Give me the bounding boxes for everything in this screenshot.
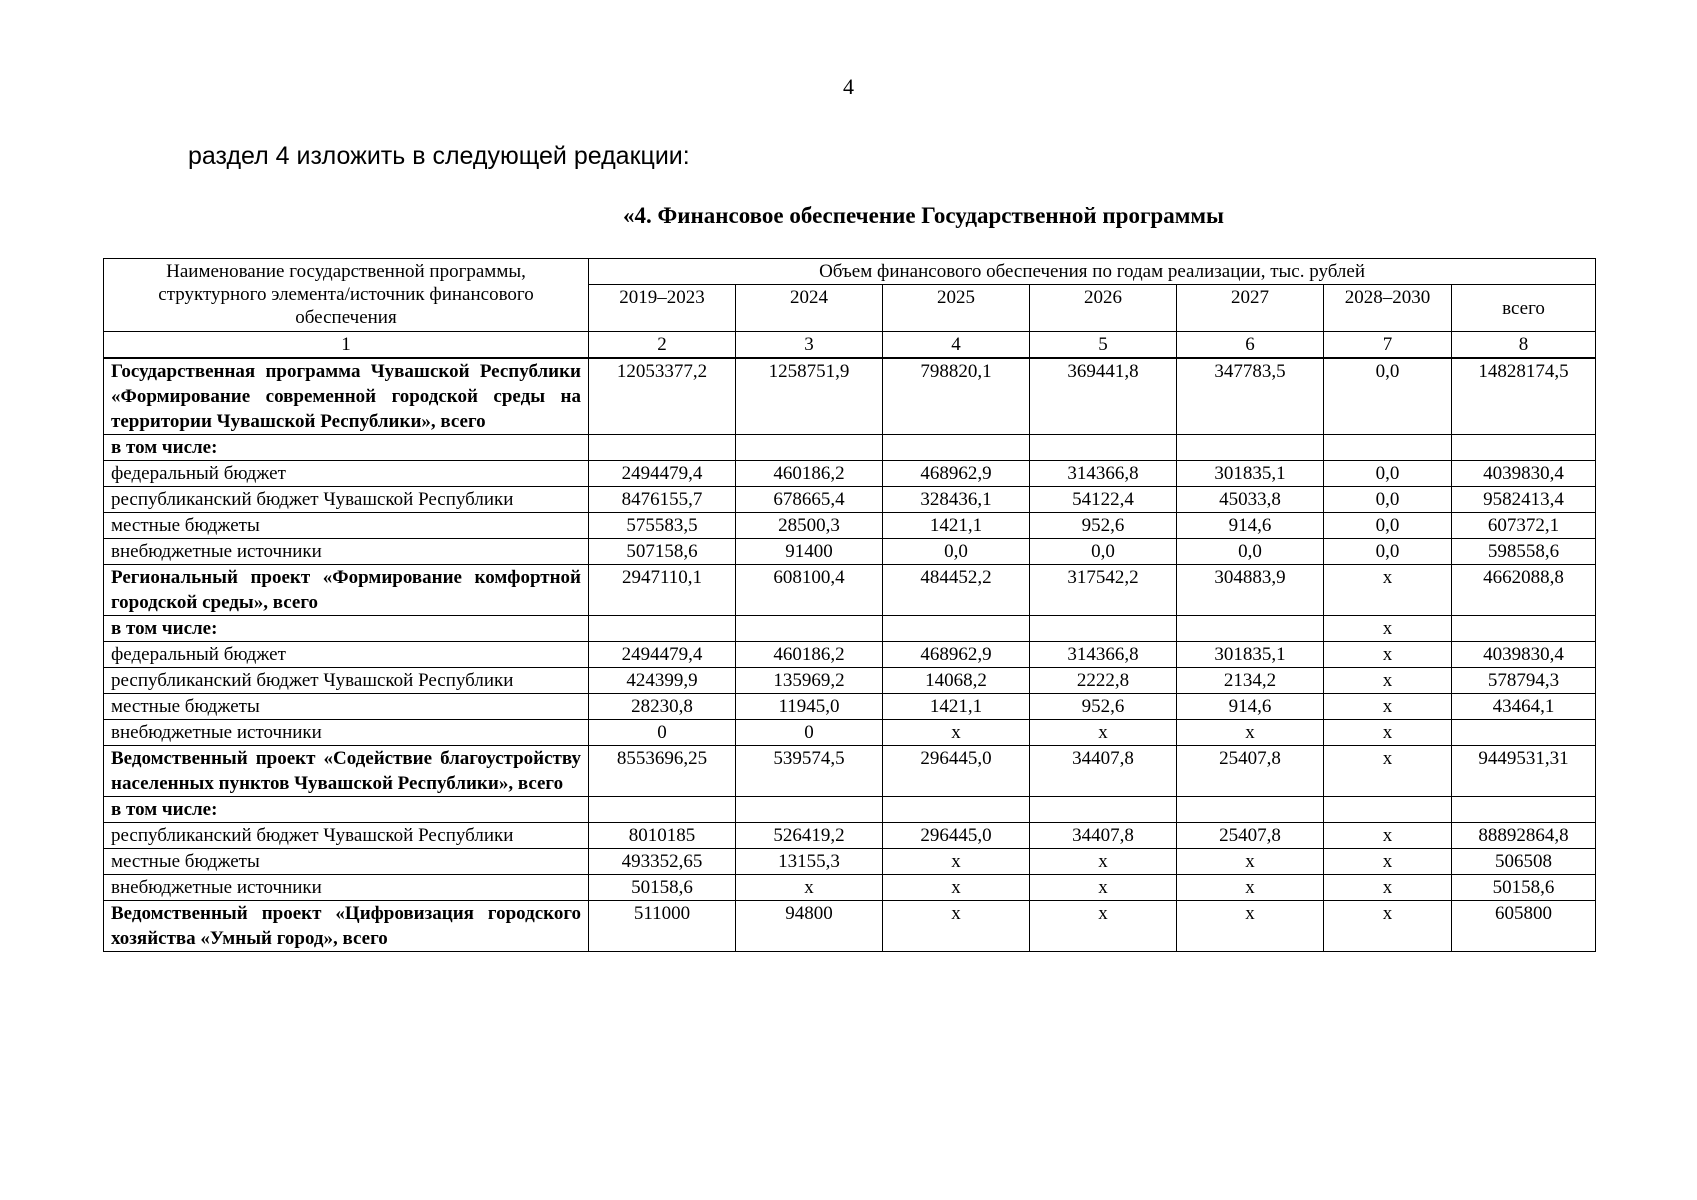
intro-text: раздел 4 изложить в следующей редакции: [188,142,690,170]
row-value [883,616,1030,642]
row-value: х [1324,746,1452,797]
row-value: 2947110,1 [589,565,736,616]
row-value: х [1030,720,1177,746]
row-value: 0,0 [1324,358,1452,435]
row-value: 493352,65 [589,849,736,875]
header-year: 2028–2030 [1324,285,1452,332]
row-name: внебюджетные источники [104,720,589,746]
row-value: 0 [736,720,883,746]
row-name: внебюджетные источники [104,539,589,565]
table-row [104,746,1596,797]
header-year: 2024 [736,285,883,332]
table-row [104,849,1596,875]
row-value: 8010185 [589,823,736,849]
row-value: 914,6 [1177,513,1324,539]
row-value: 34407,8 [1030,746,1177,797]
row-value: 25407,8 [1177,823,1324,849]
row-value: 88892864,8 [1452,823,1596,849]
row-value: 50158,6 [589,875,736,901]
row-value: 347783,5 [1177,358,1324,435]
table-row [104,435,1596,461]
row-value [1030,435,1177,461]
row-value: 54122,4 [1030,487,1177,513]
row-value [1452,797,1596,823]
column-number: 7 [1324,332,1452,359]
table-row [104,513,1596,539]
row-value: 91400 [736,539,883,565]
row-value: 575583,5 [589,513,736,539]
row-value [1452,720,1596,746]
row-value: х [1324,875,1452,901]
row-name: Ведомственный проект «Содействие благоустройству населенных пунктов Чувашской Республики», всего [104,746,589,797]
row-name: республиканский бюджет Чувашской Республики [104,668,589,694]
row-value: 8476155,7 [589,487,736,513]
row-value [1177,616,1324,642]
row-value: х [1030,875,1177,901]
row-value [589,435,736,461]
header-year: 2026 [1030,285,1177,332]
row-value: 507158,6 [589,539,736,565]
row-value: 9582413,4 [1452,487,1596,513]
row-value: х [1177,720,1324,746]
row-value: 0,0 [1030,539,1177,565]
row-value: 11945,0 [736,694,883,720]
row-value: 4039830,4 [1452,642,1596,668]
row-value: 0,0 [1324,513,1452,539]
row-value: 4662088,8 [1452,565,1596,616]
row-value [1452,435,1596,461]
row-value: 4039830,4 [1452,461,1596,487]
row-value: 28230,8 [589,694,736,720]
row-value [883,797,1030,823]
row-value: х [1177,849,1324,875]
row-value: 578794,3 [1452,668,1596,694]
row-name: Ведомственный проект «Цифровизация городского хозяйства «Умный город», всего [104,901,589,952]
row-value: 314366,8 [1030,461,1177,487]
row-name: местные бюджеты [104,513,589,539]
row-value: 506508 [1452,849,1596,875]
row-value: 526419,2 [736,823,883,849]
row-value: 296445,0 [883,746,1030,797]
row-value: 14068,2 [883,668,1030,694]
row-value: 43464,1 [1452,694,1596,720]
row-name: республиканский бюджет Чувашской Республики [104,487,589,513]
row-value: 952,6 [1030,694,1177,720]
row-value: 2134,2 [1177,668,1324,694]
row-value: 14828174,5 [1452,358,1596,435]
row-value: х [1324,565,1452,616]
row-value: х [883,720,1030,746]
row-value: 605800 [1452,901,1596,952]
row-value: 304883,9 [1177,565,1324,616]
row-value: 1421,1 [883,513,1030,539]
table-row [104,565,1596,616]
row-value: х [736,875,883,901]
row-value: 608100,4 [736,565,883,616]
row-value: 460186,2 [736,461,883,487]
row-value: х [1030,849,1177,875]
financing-table [103,258,1596,952]
row-value [1324,797,1452,823]
table-row [104,487,1596,513]
row-value: 484452,2 [883,565,1030,616]
column-number: 1 [104,332,589,359]
row-value: 1421,1 [883,694,1030,720]
table-row [104,720,1596,746]
header-year: 2027 [1177,285,1324,332]
table-row [104,694,1596,720]
row-value [736,616,883,642]
column-number: 4 [883,332,1030,359]
row-value: 328436,1 [883,487,1030,513]
row-value: 45033,8 [1177,487,1324,513]
row-value: х [1324,901,1452,952]
row-value: 0,0 [1324,487,1452,513]
row-value: 460186,2 [736,642,883,668]
column-number: 6 [1177,332,1324,359]
row-value: х [883,849,1030,875]
column-number: 2 [589,332,736,359]
header-name: Наименование государственной программы, структурного элемента/источник финансового обеспечения [104,259,589,332]
row-value: 511000 [589,901,736,952]
row-name: в том числе: [104,797,589,823]
row-value: х [883,901,1030,952]
row-value: 25407,8 [1177,746,1324,797]
row-value [883,435,1030,461]
row-value: 314366,8 [1030,642,1177,668]
row-value: 598558,6 [1452,539,1596,565]
page-number: 4 [843,74,854,99]
row-value: 12053377,2 [589,358,736,435]
row-name: Региональный проект «Формирование комфортной городской среды», всего [104,565,589,616]
row-value: х [1324,616,1452,642]
row-value: 0,0 [1324,539,1452,565]
row-value [736,435,883,461]
header-year: 2019–2023 [589,285,736,332]
row-name: в том числе: [104,435,589,461]
row-name: внебюджетные источники [104,875,589,901]
header-total: всего [1452,285,1596,332]
row-value: 607372,1 [1452,513,1596,539]
row-value: х [1324,694,1452,720]
row-value: 9449531,31 [1452,746,1596,797]
row-value: х [883,875,1030,901]
row-value: 301835,1 [1177,461,1324,487]
table-row [104,668,1596,694]
row-value: 678665,4 [736,487,883,513]
table-row [104,875,1596,901]
table-row [104,901,1596,952]
column-number: 3 [736,332,883,359]
row-value: 2494479,4 [589,642,736,668]
row-value: 0,0 [1324,461,1452,487]
row-name: федеральный бюджет [104,461,589,487]
row-value: 798820,1 [883,358,1030,435]
row-value: х [1177,875,1324,901]
table-row [104,616,1596,642]
row-value: 50158,6 [1452,875,1596,901]
row-value: 0 [589,720,736,746]
row-value [1030,616,1177,642]
row-value: х [1324,720,1452,746]
column-numbers-row [104,332,1596,359]
row-value: 914,6 [1177,694,1324,720]
row-value: 424399,9 [589,668,736,694]
row-name: местные бюджеты [104,849,589,875]
row-value: х [1177,901,1324,952]
row-value [736,797,883,823]
row-value: 13155,3 [736,849,883,875]
table-row [104,461,1596,487]
column-number: 8 [1452,332,1596,359]
row-value [1177,435,1324,461]
header-year: 2025 [883,285,1030,332]
row-name: республиканский бюджет Чувашской Республики [104,823,589,849]
row-value [1177,797,1324,823]
row-value [1324,435,1452,461]
row-name: Государственная программа Чувашской Республики «Формирование современной городской среды на территории Чувашской Республики», всего [104,358,589,435]
row-value: х [1324,849,1452,875]
row-name: федеральный бюджет [104,642,589,668]
row-value: 135969,2 [736,668,883,694]
row-value: х [1324,668,1452,694]
row-value: 1258751,9 [736,358,883,435]
column-number: 5 [1030,332,1177,359]
row-value: 317542,2 [1030,565,1177,616]
table-row [104,358,1596,435]
row-value [589,616,736,642]
section-heading: «4. Финансовое обеспечение Государственной программы [623,203,1224,228]
row-value: 468962,9 [883,642,1030,668]
table-row [104,642,1596,668]
row-value: 301835,1 [1177,642,1324,668]
row-value: 2222,8 [1030,668,1177,694]
row-value: 2494479,4 [589,461,736,487]
row-value: 8553696,25 [589,746,736,797]
row-value: х [1324,823,1452,849]
row-value: 539574,5 [736,746,883,797]
row-value [1030,797,1177,823]
row-value [1452,616,1596,642]
header-span: Объем финансового обеспечения по годам реализации, тыс. рублей [589,259,1596,285]
row-name: в том числе: [104,616,589,642]
row-value [589,797,736,823]
table-body [104,358,1596,952]
table-row [104,823,1596,849]
row-value: 369441,8 [1030,358,1177,435]
row-name: местные бюджеты [104,694,589,720]
row-value: 0,0 [1177,539,1324,565]
row-value: 28500,3 [736,513,883,539]
row-value: 952,6 [1030,513,1177,539]
row-value: 34407,8 [1030,823,1177,849]
table-row [104,539,1596,565]
row-value: 296445,0 [883,823,1030,849]
row-value: 0,0 [883,539,1030,565]
table-row [104,797,1596,823]
row-value: 94800 [736,901,883,952]
row-value: х [1324,642,1452,668]
row-value: х [1030,901,1177,952]
row-value: 468962,9 [883,461,1030,487]
